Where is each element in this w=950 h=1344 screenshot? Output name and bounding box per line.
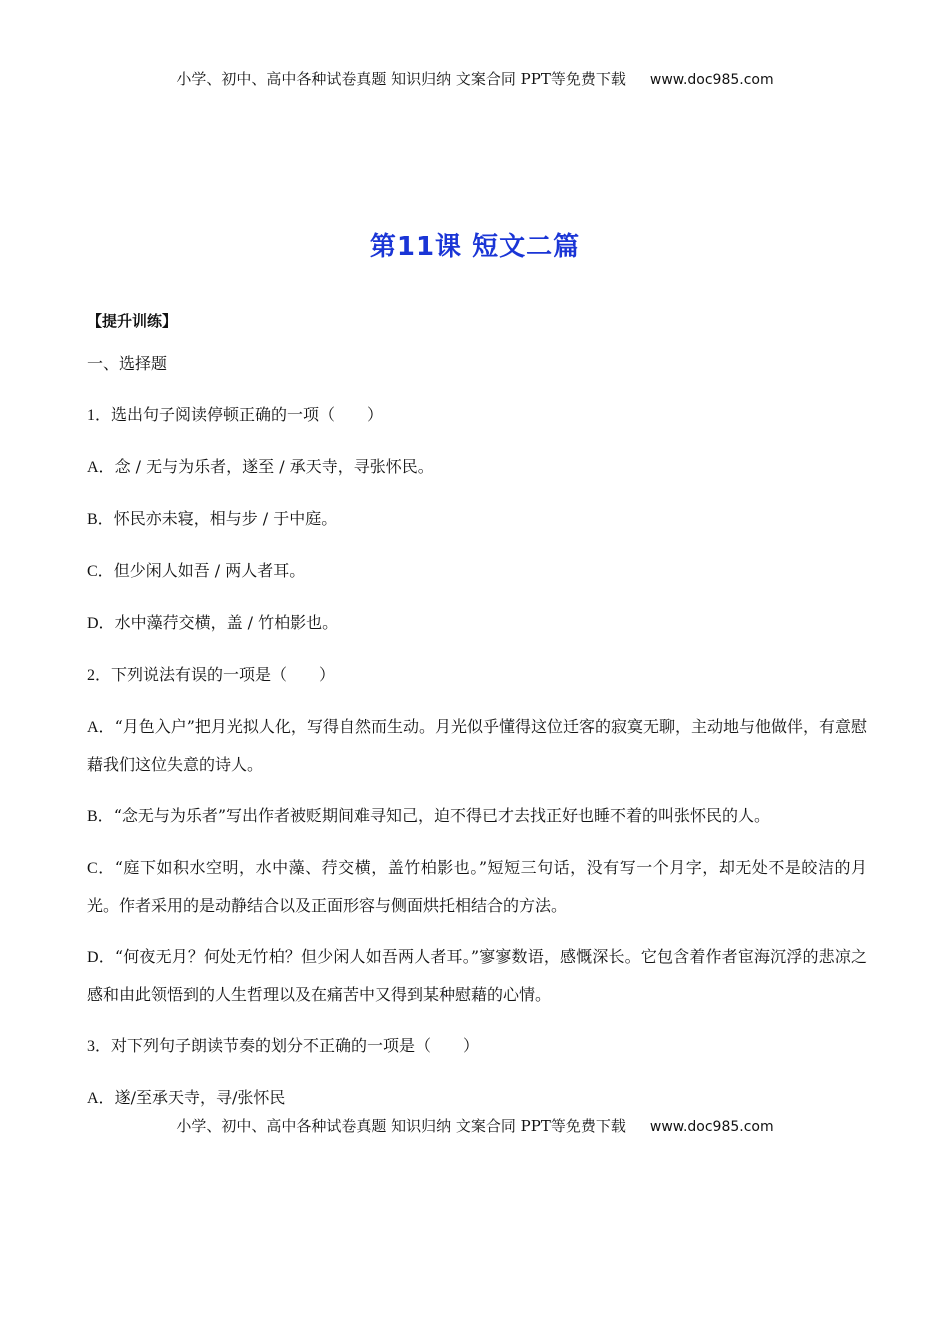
option-text: “庭下如积水空明，水中藻、荇交横，盖竹柏影也。”短短三句话，没有写一个月字，却无处不是皎洁的月光。作者采用的是动静结合以及正面形容与侧面烘托相结合的方法。 bbox=[87, 858, 867, 915]
option-text: 但少闲人如吾 / 两人者耳。 bbox=[113, 561, 306, 580]
option-letter: A． bbox=[87, 1090, 115, 1107]
question-text: 对下列句子朗读节奏的划分不正确的一项是（ ） bbox=[111, 1036, 480, 1055]
question-text: 下列说法有误的一项是（ ） bbox=[111, 665, 336, 684]
section-label: 【提升训练】 bbox=[87, 312, 178, 330]
option-letter: C． bbox=[87, 860, 115, 877]
option-item bbox=[87, 938, 867, 1013]
part-heading: 一、选择题 bbox=[87, 354, 168, 373]
banner-text: 小学、初中、高中各种试卷真题 知识归纳 文案合同 PPT等免费下载 bbox=[176, 1117, 626, 1135]
option-letter: D． bbox=[87, 615, 115, 632]
question-stem bbox=[87, 1027, 867, 1065]
page-title: 第11课 短文二篇 bbox=[369, 232, 581, 262]
option-letter: C． bbox=[87, 563, 114, 580]
question-stem bbox=[87, 396, 867, 434]
document-body bbox=[87, 303, 867, 1131]
question-stem bbox=[87, 656, 867, 694]
banner-url[interactable]: www.doc985.com bbox=[649, 72, 774, 88]
option-letter: B． bbox=[87, 511, 114, 528]
option-letter: B． bbox=[87, 808, 114, 825]
option-item bbox=[87, 552, 867, 590]
option-text: 遂/至承天寺，寻/张怀民 bbox=[114, 1088, 286, 1107]
question-number: 1． bbox=[87, 407, 112, 424]
option-item bbox=[87, 797, 867, 835]
option-letter: A． bbox=[87, 719, 115, 736]
option-text: 水中藻荇交横，盖 / 竹柏影也。 bbox=[114, 613, 339, 632]
option-item bbox=[87, 604, 867, 642]
option-text: 念 / 无与为乐者，遂至 / 承天寺，寻张怀民。 bbox=[114, 457, 434, 476]
option-letter: A． bbox=[87, 459, 115, 476]
option-text: “念无与为乐者”写出作者被贬期间难寻知己，迫不得已才去找正好也睡不着的叫张怀民的人。 bbox=[113, 806, 771, 825]
option-item bbox=[87, 849, 867, 924]
question-number: 3． bbox=[87, 1038, 112, 1055]
footer-banner bbox=[0, 1115, 950, 1136]
option-text: “月色入户”把月光拟人化，写得自然而生动。月光似乎懂得这位迁客的寂寞无聊，主动地与他做伴，有意慰藉我们这位失意的诗人。 bbox=[87, 717, 867, 774]
option-item bbox=[87, 1079, 867, 1117]
question-text: 选出句子阅读停顿正确的一项（ ） bbox=[111, 405, 384, 424]
option-item bbox=[87, 448, 867, 486]
option-letter: D． bbox=[87, 949, 115, 966]
option-text: “何夜无月？何处无竹柏？但少闲人如吾两人者耳。”寥寥数语，感慨深长。它包含着作者宦海沉浮的悲凉之感和由此领悟到的人生哲理以及在痛苦中又得到某种慰藉的心情。 bbox=[87, 947, 867, 1004]
banner-url[interactable]: www.doc985.com bbox=[649, 1119, 774, 1135]
banner-text: 小学、初中、高中各种试卷真题 知识归纳 文案合同 PPT等免费下载 bbox=[176, 70, 626, 88]
option-item bbox=[87, 500, 867, 538]
question-number: 2． bbox=[87, 667, 112, 684]
option-item bbox=[87, 708, 867, 783]
header-banner bbox=[0, 68, 950, 89]
option-text: 怀民亦未寝，相与步 / 于中庭。 bbox=[113, 509, 338, 528]
